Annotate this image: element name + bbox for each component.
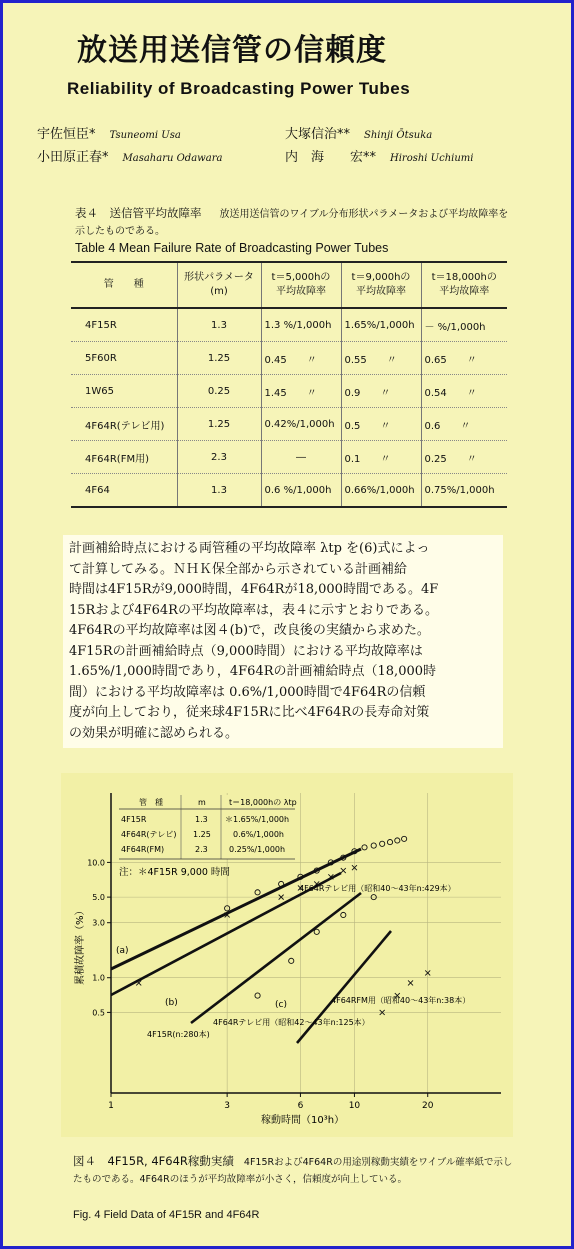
inset-header: 管 種 [139, 798, 163, 807]
data-point [362, 845, 367, 850]
table-cell: 0.6 %/1,000h [261, 474, 341, 508]
table-cell: ― [261, 441, 341, 474]
body-line: 1.65%/1,000時間であり，4F64Rの計画補給時点（18,000時 [69, 664, 437, 679]
col-header-shape [177, 262, 261, 308]
figure-note: 注：＊4F15R 9,000 時間 [119, 867, 230, 878]
table-cell: 0.66%/1,000h [341, 474, 421, 508]
data-point [387, 840, 392, 845]
table-cell: 5F60R [71, 342, 177, 375]
table-cell: 1.3 [177, 474, 261, 508]
table-cell: 1.25 [177, 342, 261, 375]
y-tick-label: 10.0 [87, 858, 105, 868]
body-line: 計画補給時点における両管種の平均故障率 λtp を(6)式によっ [69, 541, 430, 556]
y-tick-label: 1.0 [92, 973, 105, 983]
inset-cell: ＊1.65%/1,000h [225, 815, 290, 824]
table-cell: 0.1 〃 [341, 441, 421, 474]
author-1 [37, 123, 181, 142]
failure-rate-table [71, 261, 507, 508]
table-cell: 0.65 〃 [421, 342, 507, 375]
table4-caption [75, 205, 515, 240]
series-label: 4F15R(n:280本) [147, 1030, 210, 1039]
author-roman: Hiroshi Uchiumi [390, 153, 474, 164]
table-cell: 0.5 〃 [341, 408, 421, 441]
author-roman: Shinji Ōtsuka [364, 130, 433, 141]
x-tick-label: 10 [348, 1101, 361, 1111]
author-name: 宇佐恒臣* [37, 127, 96, 142]
inset-cell: 0.25%/1,000h [229, 845, 286, 854]
table-cell: 4F64R(テレビ用) [71, 408, 177, 441]
col-header-text: t＝5,000hの 平均故障率 [271, 272, 331, 297]
inset-cell: 1.3 [195, 815, 208, 824]
paper-page [3, 3, 571, 1246]
data-point [289, 958, 294, 963]
table-cell: 0.25 〃 [421, 441, 507, 474]
table-cell: 1.25 [177, 408, 261, 441]
data-point [371, 843, 376, 848]
figure4-caption-desc: 4F15Rおよび4F64Rの用途別稼動実績をワイブル確率紙で示したものである。4F64Rのほうが平均故障率が小さく，信頼度が向上している。 [73, 1157, 513, 1185]
col-header-tube [71, 262, 177, 308]
table-cell: 4F64 [71, 474, 177, 508]
table-cell: 0.6 〃 [421, 408, 507, 441]
table4-caption-desc: 放送用送信管のワイブル分布形状パラメータおよび平均故障率を示したものである。 [75, 209, 509, 237]
x-axis-label: 稼動時間（10³h） [261, 1115, 345, 1126]
weibull-chart [61, 773, 513, 1137]
table-cell: 4F15R [71, 308, 177, 342]
body-line: 間）における平均故障率は 0.6%/1,000時間で4F64Rの信頼 [69, 684, 426, 700]
data-point [341, 868, 346, 873]
body-line: 4F15Rの計画補給時点（9,000時間）における平均故障率は [69, 643, 423, 659]
label-a: (a) [116, 946, 129, 956]
data-point [341, 912, 346, 917]
y-tick-label: 5.0 [92, 893, 105, 903]
series-label: 4F64Rテレビ用（昭和42～43年n:125本） [213, 1018, 370, 1027]
table-cell: 0.9 〃 [341, 375, 421, 408]
y-tick-label: 0.5 [92, 1008, 105, 1018]
author-2 [285, 123, 432, 142]
table-cell: 2.3 [177, 441, 261, 474]
table-cell: 1.3 [177, 308, 261, 342]
y-axis-label: 累積故障率（%） [75, 905, 86, 985]
figure-4 [61, 773, 513, 1137]
series-label: 4F64Rテレビ用（昭和40～43年n:429本） [299, 884, 456, 893]
series-label: 4F64RFM用（昭和40～43年n:38本） [331, 996, 471, 1005]
col-header-9000 [341, 262, 421, 308]
author-name: 大塚信治** [285, 127, 351, 142]
data-point [408, 980, 413, 985]
table-cell: 0.42%/1,000h [261, 408, 341, 441]
article-title-en: Reliability of Broadcasting Power Tubes [67, 79, 411, 98]
x-tick-label: 20 [421, 1101, 434, 1111]
figure4-caption-head: 図４ 4F15R, 4F64R稼動実績 [73, 1154, 234, 1168]
col-header-5000 [261, 262, 341, 308]
body-line: 15Rおよび4F64Rの平均故障率は，表４に示すとおりである。 [69, 602, 438, 618]
label-c: (c) [275, 1000, 287, 1010]
table-row [71, 308, 507, 342]
table-cell: 1.45 〃 [261, 375, 341, 408]
table-row [71, 342, 507, 375]
author-3 [37, 146, 222, 165]
table-row [71, 441, 507, 474]
body-line: の効果が明確に認められる。 [69, 725, 239, 741]
table-cell: 1.3 %/1,000h [261, 308, 341, 342]
table-row [71, 408, 507, 441]
author-name: 内 海 宏** [285, 150, 377, 165]
table-cell: 0.54 〃 [421, 375, 507, 408]
fit-lines [111, 849, 391, 1043]
author-name: 小田原正春* [37, 150, 109, 165]
author-4 [285, 146, 473, 165]
data-point [314, 929, 319, 934]
body-line: 4F64Rの平均故障率は図４(b)で，改良後の実績から求めた。 [69, 623, 430, 638]
col-header-text: 形状パラメータ (m) [184, 272, 254, 297]
table4-caption-en: Table 4 Mean Failure Rate of Broadcasting Power Tubes [75, 241, 389, 255]
inset-cell: 1.25 [193, 830, 211, 839]
figure4-caption-en: Fig. 4 Field Data of 4F15R and 4F64R [73, 1209, 260, 1221]
table-cell: 1.65%/1,000h [341, 308, 421, 342]
inset-cell: 0.6%/1,000h [233, 830, 284, 839]
table-header-row [71, 262, 507, 308]
col-header-text: 管 種 [103, 279, 144, 290]
x-tick-label: 6 [297, 1101, 304, 1111]
table-cell: 0.25 [177, 375, 261, 408]
label-b: (b) [165, 998, 178, 1008]
table-cell: － %/1,000h [421, 308, 507, 342]
inset-table [119, 795, 297, 859]
x-tick-label: 1 [108, 1101, 114, 1111]
inset-cell: 4F64R(FM) [121, 845, 165, 854]
article-title-jp: 放送用送信管の信頼度 [77, 33, 387, 68]
table-cell: 0.75%/1,000h [421, 474, 507, 508]
data-point [255, 890, 260, 895]
data-point [395, 838, 400, 843]
inset-cell: 4F15R [121, 815, 147, 824]
author-roman: Tsuneomi Usa [109, 130, 181, 141]
table-cell: 4F64R(FM用) [71, 441, 177, 474]
table-cell: 0.45 〃 [261, 342, 341, 375]
data-point [402, 836, 407, 841]
author-roman: Masaharu Odawara [122, 153, 223, 164]
figure4-caption [73, 1153, 513, 1188]
y-tick-label: 3.0 [92, 918, 105, 928]
inset-cell: 2.3 [195, 845, 208, 854]
body-paragraph [63, 535, 503, 748]
data-point [255, 993, 260, 998]
col-header-text: t＝9,000hの 平均故障率 [351, 272, 411, 297]
table-row [71, 375, 507, 408]
data-points [136, 836, 430, 1015]
col-header-18000 [421, 262, 507, 308]
table4-caption-head: 表４ 送信管平均故障率 [75, 206, 202, 220]
x-tick-label: 3 [224, 1101, 231, 1111]
inset-header: m [198, 798, 206, 807]
inset-header: t＝18,000hの λtp [229, 798, 297, 807]
table-cell: 1W65 [71, 375, 177, 408]
body-line: 時間は4F15Rが9,000時間，4F64Rが18,000時間である。4F [69, 582, 439, 597]
table-row [71, 474, 507, 508]
body-line: 度が向上しており，従来球4F15Rに比べ4F64Rの長寿命対策 [69, 705, 430, 720]
col-header-text: t＝18,000hの 平均故障率 [431, 272, 497, 297]
body-line: て計算してみる。ＮＨＫ保全部から示されている計画補給 [69, 561, 408, 577]
table-cell: 0.55 〃 [341, 342, 421, 375]
inset-cell: 4F64R(テレビ) [121, 830, 177, 839]
data-point [380, 841, 385, 846]
